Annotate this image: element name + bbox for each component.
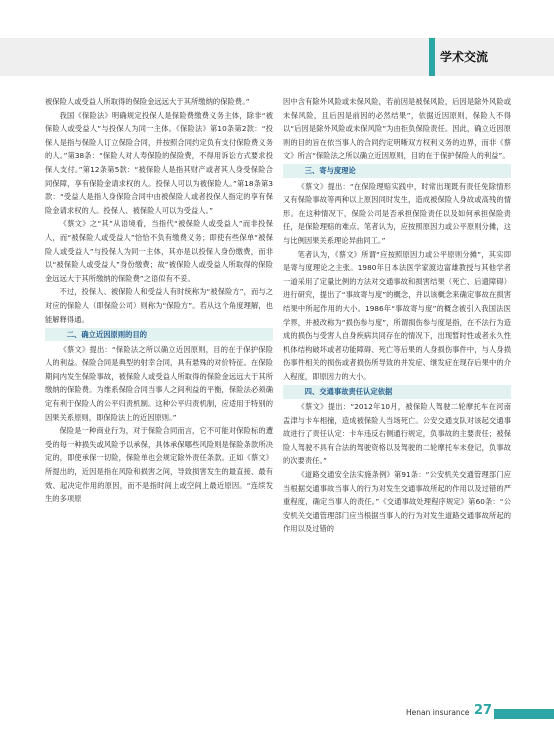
section-heading: 三、寄与度理论 xyxy=(283,164,511,178)
paragraph: 我国《保险法》明确规定投保人是保险费缴费义务主体，除非“被保险人或受益人”与投保人为同一主体。《保险法》第10条第2款：“投保人是指与保险人订立保险合同，并按照合同约定负有支付保险费义务的人。”第38条：“保险人对人寿保险的保险费，不得用诉讼方式要求投保人支付。”第12条第5款：“被保险人是指其财产或者其人身受保险合同保障，享有保险金请求权的人。投保人可以为被保险人。”第18条第3款：“受益人是指人身保险合同中由被保险人或者投保人指定的享有保险金请求权的人。投保人、被保险人可以为受益人。” xyxy=(45,110,273,215)
paragraph: 《蔡文》提出：“在保险理赔实践中，时常出现既有责任免除情形又有保险事故等两种以上原因同时发生，造成被保险人身故或高残的情形。在这种情况下，保险公司是否承担保险责任以及如何承担保险责任，是保险理赔的难点。笔者认为，应按照原因力或公平原则分摊，这与比例因果关系理论异曲同工。” xyxy=(283,181,511,245)
header-bar xyxy=(0,38,554,76)
paragraph: 《蔡文》提出：“保险法之所以确立近因原则，目的在于保护保险人的利益。保险合同是典型的射幸合同，具有悬殊的对价特征。在保险期间内发生保险事故，被保险人或受益人所取得的保险金远远大于其所缴纳的保险费。为维系保险合同当事人之间利益的平衡，保险法必须确定有利于保险人的公平归责机制。这种公平归责机制，应适用于特别的因果关系原则，即保险法上的近因原则。” xyxy=(45,344,273,422)
section-title: 学术交流 xyxy=(440,50,489,64)
page-number: 27 xyxy=(474,703,493,718)
magazine-name: Henan insurance xyxy=(406,708,470,717)
page-footer xyxy=(406,705,554,723)
left-column xyxy=(45,95,273,506)
header-accent-bar xyxy=(429,38,435,76)
paragraph: 因中含有除外风险或未保风险，若前因是被保风险，后因是除外风险或未保风险，且后因是前因的必然结果”，依据近因原则，保险人不得以“后因是除外风险或未保风险”为由拒负保险责任。因此，确立近因原则的目的旨在依当事人的合同约定明晰双方权利义务的边界，而非《蔡文》所言“保险法之所以确立近因原则，目的在于保护保险人的利益”。 xyxy=(283,97,511,161)
paragraph: 《蔡文》之“其”从语境看，当指代“被保险人或受益人”而非投保人，而“被保险人或受益人”恰恰不负有缴费义务；即使有些保单“被保险人或受益人”与投保人为同一主体，其亦是以投保人身份缴费，而非以“被保险人或受益人”身份缴费；故“被保险人或受益人所取得的保险金远远大于其所缴纳的保险费”之语似有不妥。 xyxy=(45,219,273,283)
section-heading: 四、交通事故责任认定依据 xyxy=(283,385,511,399)
paragraph: 不过，投保人、被保险人和受益人有时统称为“被保险方”，而与之对应的保险人（即保险公司）则称为“保险方”。若从这个角度理解，也能解释得通。 xyxy=(45,287,273,324)
right-column xyxy=(283,95,511,536)
paragraph: 笔者认为，《蔡文》所谓“应按照原因力或公平原则分摊”，其实即是寄与度理论之主张。1980年日本法医学家渡边富雄教授与其他学者一道采用了定量比例的方法对交通事故和损害结果（死亡、后遗障碍）进行研究，提出了“事故寄与度”的概念，并以该概念来确定事故在损害结果中所起作用的大小。1986年“事故寄与度”的概念被引入我国法医学界，并被改称为“损伤参与度”，所谓损伤参与度是指，在不法行为造成的损伤与受害人自身疾病共同存在的情况下，出现暂时性或者永久性机体结构破坏或者功能障碍、死亡等后果的人身损伤事件中，与人身损伤事件相关的损伤或者损伤所导致的并发症、继发症在现存后果中的介入程度，即原因力的大小。 xyxy=(283,249,511,381)
paragraph: 保险是一种商业行为，对于保险合同而言，它不可能对保险标的遭受的每一种损失或风险予以承保，具体承保哪些风险则是保险条款所决定的，即使承保一切险，保险单也会规定除外责任条款。正如《蔡文》所提出的，近因是指在风险和损害之间，导致损害发生的最直接、最有效、起决定作用的原因，而不是指时间上或空间上最近原因。“连续发生的多项原 xyxy=(45,426,273,504)
footer-accent-bar xyxy=(494,709,554,719)
paragraph: 《道路交通安全法实施条例》第91条：“公安机关交通管理部门应当根据交通事故当事人的行为对发生交通事故所起的作用以及过错的严重程度，确定当事人的责任。”《交通事故处理程序规定》第60条：“公安机关交通管理部门应当根据当事人的行为对发生道路交通事故所起的作用以及过错的 xyxy=(283,470,511,534)
paragraph: 被保险人或受益人所取得的保险金远远大于其所缴纳的保险费。” xyxy=(45,97,250,106)
section-heading: 二、确立近因原则的目的 xyxy=(45,328,273,342)
paragraph: 《蔡文》提出：“2012年10月，被保险人驾驶二轮摩托车在河南盂津与卡车相撞，造成被保险人当场死亡。公安交通支队对该起交通事故进行了责任认定：卡车违反右侧通行规定，负事故的主要责任；被保险人驾驶不具有合法的驾驶资格以及驾驶的二轮摩托车未登记，负事故的次要责任。” xyxy=(283,402,511,466)
